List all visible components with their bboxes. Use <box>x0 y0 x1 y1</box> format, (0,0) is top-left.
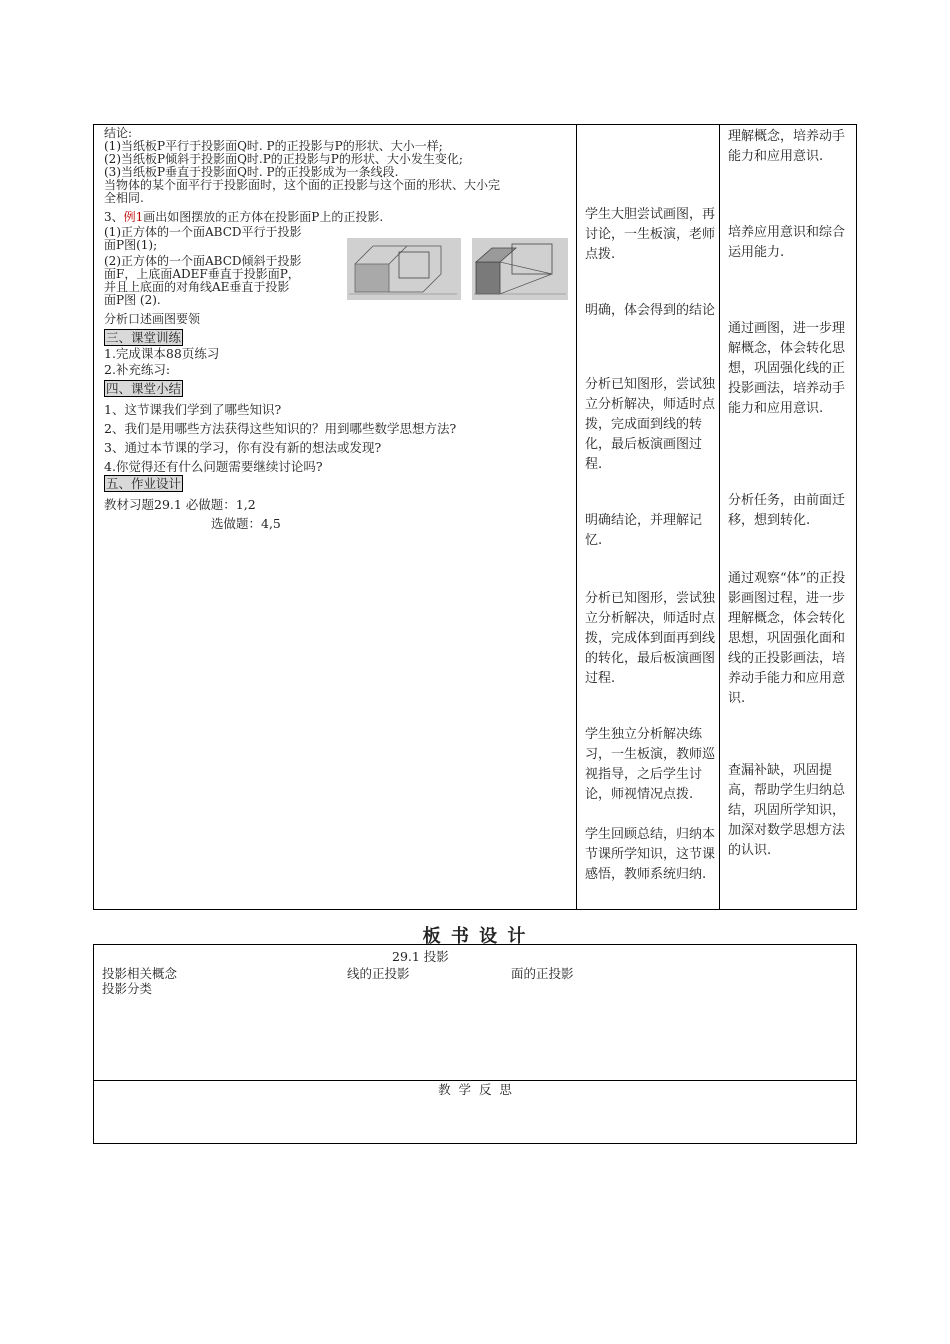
section-4-label: 四、课堂小结 <box>106 381 182 396</box>
conclusion-label: 结论: <box>104 126 133 140</box>
section-3-label: 三、课堂训练 <box>106 330 182 345</box>
intent-3: 通过画图，进一步理解概念，体会转化思想，巩固强化线的正投影画法，培养动手能力和应用意识. <box>728 321 846 416</box>
question-1: 1、这节课我们学到了哪些知识? <box>104 402 282 417</box>
intent-6: 查漏补缺，巩固提高，帮助学生归纳总结，巩固所学知识，加深对数学思想方法的认识. <box>728 763 846 858</box>
section-3-item-1: 1.完成课本88页练习 <box>104 346 220 361</box>
example-part-1a: (1)正方体的一个面ABCD平行于投影 <box>104 225 302 239</box>
conclusion-1: (1)当纸板P平行于投影面Q时. P的正投影与P的形状、大小一样; <box>104 139 443 153</box>
homework-optional: 选做题：4,5 <box>211 516 281 531</box>
intent-2: 培养应用意识和综合运用能力. <box>728 225 846 260</box>
lesson-table <box>93 124 857 910</box>
board-heading: 29.1 投影 <box>392 949 449 964</box>
activity-1: 学生大胆尝试画图，再讨论，一生板演，老师点拨. <box>585 207 716 262</box>
example-label: 例1 <box>123 210 144 224</box>
homework-required: 教材习题29.1 必做题：1,2 <box>104 497 256 512</box>
activity-2: 明确，体会得到的结论 <box>585 303 716 318</box>
board-item-classification: 投影分类 <box>102 981 153 996</box>
example-part-2d: 面P图 (2). <box>104 293 161 307</box>
question-3: 3、通过本节课的学习，你有没有新的想法或发现? <box>104 440 382 455</box>
content-column <box>94 125 577 909</box>
conclusion-2: (2)当纸板P倾斜于投影面Q时.P的正投影与P的形状、大小发生变化; <box>104 152 463 166</box>
section-5-label: 五、作业设计 <box>106 476 182 491</box>
cube-figure-1 <box>347 238 461 300</box>
example-part-2a: (2)正方体的一个面ABCD倾斜于投影 <box>104 254 302 268</box>
section-5-heading <box>104 475 183 493</box>
activity-6: 学生独立分析解决练习，一生板演，教师巡视指导，之后学生讨论，师视情况点拨. <box>585 727 716 802</box>
board-design-title: 板 书 设 计 <box>422 926 528 947</box>
question-4: 4.你觉得还有什么问题需要继续讨论吗? <box>104 459 323 474</box>
question-2: 2、我们是用哪些方法获得这些知识的？用到哪些数学思想方法? <box>104 421 457 436</box>
student-activity-column <box>577 125 720 909</box>
intent-4: 分析任务，由前面迁移，想到转化. <box>728 493 846 528</box>
intent-5: 通过观察“体”的正投影画图过程，进一步理解概念，体会转化思想，巩固强化面和线的正投影画法，培养动手能力和应用意识. <box>728 571 846 706</box>
example-prefix: 3、 <box>104 210 124 224</box>
board-item-concepts: 投影相关概念 <box>102 966 178 981</box>
example-text: 画出如图摆放的正方体在投影面P上的正投影. <box>143 210 384 224</box>
board-item-face-projection: 面的正投影 <box>511 966 574 981</box>
reflection-title: 教 学 反 思 <box>438 1082 512 1097</box>
analysis-note: 分析口述画图要领 <box>104 312 201 326</box>
section-4-heading <box>104 380 183 398</box>
section-3-item-2: 2.补充练习: <box>104 362 171 377</box>
activity-4: 明确结论，并理解记忆. <box>585 513 703 548</box>
conclusion-4b: 全相同. <box>104 191 144 205</box>
conclusion-4a: 当物体的某个面平行于投影面时，这个面的正投影与这个面的形状、大小完 <box>104 178 501 192</box>
activity-3: 分析已知图形，尝试独立分析解决，师适时点拨，完成面到线的转化，最后板演画图过程. <box>585 377 716 472</box>
design-intent-column <box>720 125 856 909</box>
reflection-box <box>93 1080 857 1144</box>
intent-1: 理解概念，培养动手能力和应用意识. <box>728 129 846 164</box>
cube-figure-2 <box>472 238 568 300</box>
example-1-line <box>104 211 383 224</box>
activity-7: 学生回顾总结，归纳本节课所学知识，这节课感悟，教师系统归纳. <box>585 827 716 882</box>
example-part-2b: 面F，上底面ADEF垂直于投影面P， <box>104 267 300 281</box>
example-part-1b: 面P图(1); <box>104 238 158 252</box>
board-design-box <box>93 944 857 1081</box>
conclusion-3: (3)当纸板P垂直于投影面Q时. P的正投影成为一条线段. <box>104 165 399 179</box>
example-part-2c: 并且上底面的对角线AE垂直于投影 <box>104 280 290 294</box>
board-item-line-projection: 线的正投影 <box>347 966 410 981</box>
activity-5: 分析已知图形，尝试独立分析解决，师适时点拨，完成体到面再到线的转化，最后板演画图过程. <box>585 591 716 686</box>
